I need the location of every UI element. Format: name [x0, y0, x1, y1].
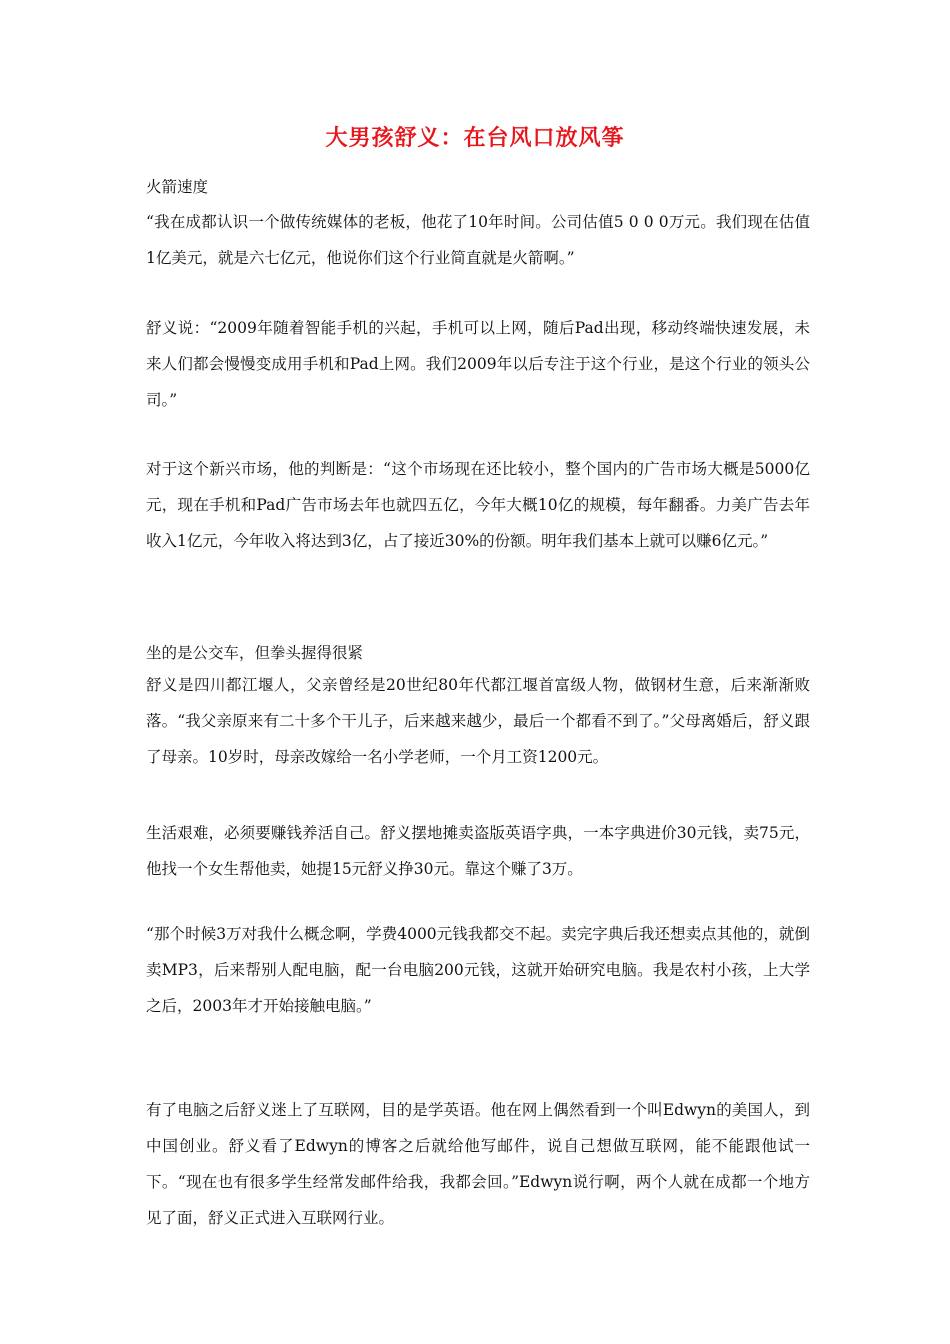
- paragraph: “我在成都认识一个做传统媒体的老板，他花了10年时间。公司估值5 0 0 0万元。我们现在估值1亿美元，就是六七亿元，他说你们这个行业简直就是火箭啊。”: [146, 213, 810, 267]
- paragraph: 舒义是四川都江堰人，父亲曾经是20世纪80年代都江堰首富级人物，做钢材生意，后来渐渐败落。“我父亲原来有二十多个干儿子，后来越来越少，最后一个都看不到了。”父母离婚后，舒义跟了母亲。10岁时，母亲改嫁给一名小学老师，一个月工资1200元。: [146, 676, 810, 766]
- paragraph: 对于这个新兴市场，他的判断是：“这个市场现在还比较小，整个国内的广告市场大概是5000亿元，现在手机和Pad广告市场去年也就四五亿，今年大概10亿的规模，每年翻番。力美广告去年收入1亿元，今年收入将达到3亿，占了接近30%的份额。明年我们基本上就可以赚6亿元。”: [146, 460, 810, 550]
- paragraph: 生活艰难，必须要赚钱养活自己。舒义摆地摊卖盗版英语字典，一本字典进价30元钱，卖75元，他找一个女生帮他卖，她提15元舒义挣30元。靠这个赚了3万。: [146, 824, 810, 878]
- paragraph: “那个时候3万对我什么概念啊，学费4000元钱我都交不起。卖完字典后我还想卖点其他的，就倒卖MP3，后来帮别人配电脑，配一台电脑200元钱，这就开始研究电脑。我是农村小孩，上大学之后，2003年才开始接触电脑。”: [146, 925, 810, 1015]
- article-title: 大男孩舒义：在台风口放风筝: [325, 126, 625, 151]
- paragraph: 有了电脑之后舒义迷上了互联网，目的是学英语。他在网上偶然看到一个叫Edwyn的美国人，到中国创业。舒义看了Edwyn的博客之后就给他写邮件，说自己想做互联网，能不能跟他试一下。“现在也有很多学生经常发邮件给我，我都会回。”Edwyn说行啊，两个人就在成都一个地方见了面，舒义正式进入互联网行业。: [146, 1101, 810, 1227]
- section-heading-bus: 坐的是公交车，但拳头握得很紧: [146, 644, 364, 662]
- section-heading-rocket-speed: 火箭速度: [146, 178, 209, 196]
- paragraph: 舒义说：“2009年随着智能手机的兴起，手机可以上网，随后Pad出现，移动终端快速发展，未来人们都会慢慢变成用手机和Pad上网。我们2009年以后专注于这个行业，是这个行业的领头公司。”: [146, 319, 810, 409]
